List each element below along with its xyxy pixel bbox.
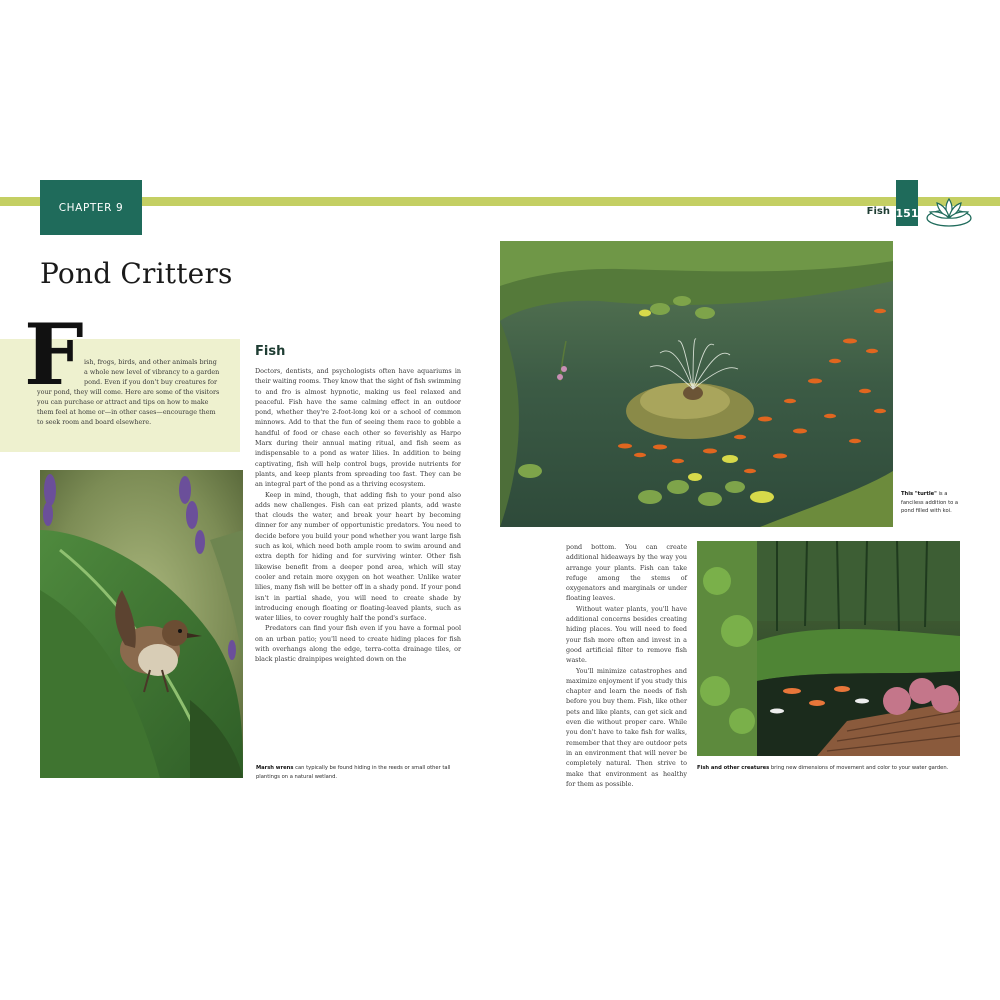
fountain-pond-photo — [500, 241, 893, 527]
turtle-caption — [901, 490, 963, 516]
body-paragraph: Keep in mind, though, that adding fish to your pond also adds new challenges. Fish can eat prized plants, add waste that clouds the water, and break your heart by becoming dinner for any number of opportunistic predators. You need to decide before you build your pond whether you want large fish such as koi, which need both ample room to swim around and extra depth for hiding and for surviving winter. Other fish likewise benefit from a deeper pond area, which will stay cooler and retain more oxygen on hot weather. Unlike water lilies, many fish will be better off in a shady pond. If your pond isn't in partial shade, you will need to create shade by introducing enough floating or floating-leaved plants, such as water lilies, to cover roughly half the pond's surface. — [255, 490, 461, 623]
caption-lead: Fish and other creatures — [697, 765, 770, 771]
drop-cap: F — [24, 305, 84, 404]
intro-line: you can purchase or attract and tips on how to make — [37, 398, 209, 406]
intro-line: your pond, they will come. Here are some of the visitors — [37, 388, 220, 396]
body-column-right — [566, 542, 687, 789]
body-paragraph: Doctors, dentists, and psychologists often have aquariums in their waiting rooms. They know that the sight of fish swimming to and fro is almost hypnotic, making us feel relaxed and peaceful. Fish have the same calming effect in an outdoor pond, whether they're 2-foot-long koi or a school of common minnows. Add to that the fun of seeing them race to gobble a handful of food or chase each other so feverishly as Harpo Marx during their annual mating ritual, and fish seem as indispensable to a pond as water lilies. In addition to being captivating, fish will help control bugs, provide nutrients for plants, and keep plants from spreading too fast. They can be an integral part of the pond as a thriving ecosystem. — [255, 367, 461, 489]
caption-text: can typically be found hiding in the reeds or small other tall plantings on a natural wetland. — [256, 765, 451, 780]
intro-line: ish, frogs, birds, and other animals bring — [84, 358, 217, 366]
koi-caption — [697, 764, 960, 773]
wren-caption — [256, 764, 456, 781]
running-head: Fish — [866, 206, 890, 217]
body-paragraph: pond bottom. You can create additional hideaways by the way you arrange your plants. Fish can take refuge among the stems of oxygenators and marginals or under floating leaves. — [566, 543, 687, 603]
body-paragraph: You'll minimize catastrophes and maximize enjoyment if you study this chapter and learn the needs of fish before you buy them. Fish, like other pets and like plants, can get sick and even die without proper care. While you don't have to take fish for walks, remember that they are outdoor pets in an environment that will never be completely natural. Then strive to make that environment as healthy for them as possible. — [566, 666, 687, 788]
page-number-tab — [896, 180, 918, 226]
intro-line: them feel at home or—in other cases—encourage them — [37, 408, 216, 416]
wren-photo — [40, 470, 243, 778]
caption-lead: This "turtle" — [901, 491, 937, 497]
chapter-label: CHAPTER 9 — [58, 201, 124, 214]
intro-line: pond. Even if you don't buy creatures for — [84, 378, 218, 386]
water-lily-icon — [924, 191, 974, 229]
koi-pond-photo — [697, 541, 960, 756]
page-number: 151 — [895, 207, 919, 220]
intro-line: a whole new level of vibrancy to a garden — [84, 368, 220, 376]
body-paragraph: Predators can find your fish even if you have a formal pool on an urban patio; you'll need to create hiding places for fish with overhangs along the edge, terra-cotta drainage tiles, or black plastic drainpipes weighted down on the — [255, 624, 461, 664]
intro-line: to seek room and board elsewhere. — [37, 418, 152, 426]
section-heading: Fish — [255, 344, 286, 359]
body-column-left — [255, 366, 461, 665]
body-paragraph: Without water plants, you'll have additional concerns besides creating hiding places. You will need to feed your fish more often and invest in a good artificial filter to remove fish waste. — [566, 604, 687, 665]
chapter-tab — [40, 180, 142, 235]
caption-lead: Marsh wrens — [256, 765, 294, 771]
header-accent-rule — [0, 197, 1000, 206]
chapter-title: Pond Critters — [40, 257, 233, 290]
caption-text: is a fanciless addition to a pond filled with koi. — [901, 491, 959, 514]
caption-text: bring new dimensions of movement and color to your water garden. — [769, 765, 949, 771]
